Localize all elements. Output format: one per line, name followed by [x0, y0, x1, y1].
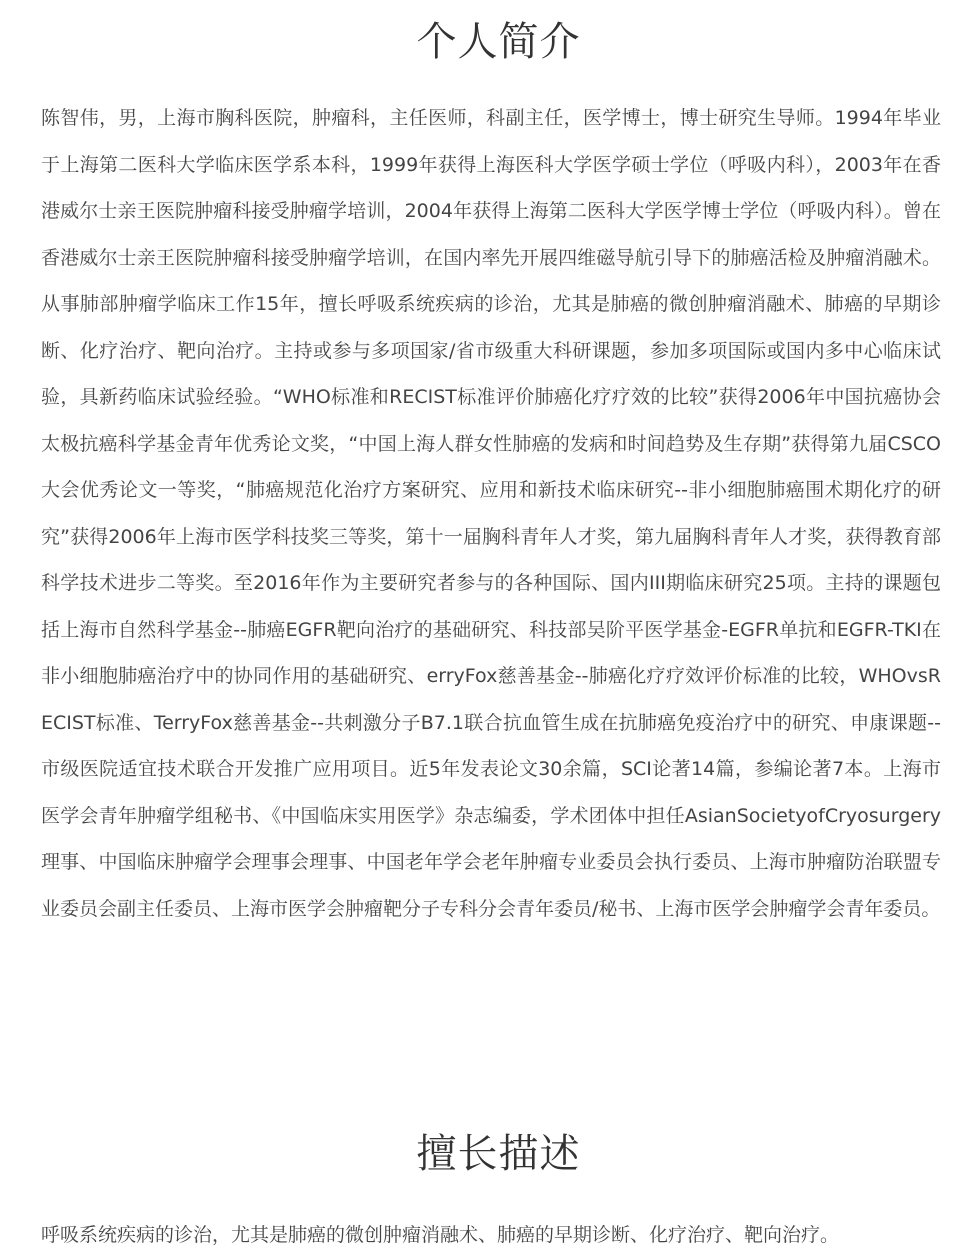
- profile-heading: 个人简介: [416, 19, 581, 65]
- expertise-section: [41, 1130, 941, 1258]
- profile-section: [41, 0, 941, 932]
- expertise-heading: 擅长描述: [416, 1131, 581, 1177]
- profile-body-text: 陈智伟，男，上海市胸科医院，肿瘤科，主任医师，科副主任，医学博士，博士研究生导师。1994年毕业于上海第二医科大学临床医学系本科，1999年获得上海医科大学医学硕士学位（呼吸内科），2003年在香港威尔士亲王医院肿瘤科接受肿瘤学培训，2004年获得上海第二医科大学医学博士学位（呼吸内科）。曾在香港威尔士亲王医院肿瘤科接受肿瘤学培训，在国内率先开展四维磁导航引导下的肺癌活检及肿瘤消融术。从事肺部肿瘤学临床工作15年，擅长呼吸系统疾病的诊治，尤其是肺癌的微创肿瘤消融术、肺癌的早期诊断、化疗治疗、靶向治疗。主持或参与多项国家/省市级重大科研课题，参加多项国际或国内多中心临床试验，具新药临床试验经验。“WHO标准和RECIST标准评价肺癌化疗疗效的比较”获得2006年中国抗癌协会太极抗癌科学基金青年优秀论文奖，“中国上海人群女性肺癌的发病和时间趋势及生存期”获得第九届CSCO大会优秀论文一等奖，“肺癌规范化治疗方案研究、应用和新技术临床研究--非小细胞肺癌围术期化疗的研究”获得2006年上海市医学科技奖三等奖，第十一届胸科青年人才奖，第九届胸科青年人才奖，获得教育部科学技术进步二等奖。至2016年作为主要研究者参与的各种国际、国内III期临床研究25项。主持的课题包括上海市自然科学基金--肺癌EGFR靶向治疗的基础研究、科技部吴阶平医学基金-EGFR单抗和EGFR-TKI在非小细胞肺癌治疗中的协同作用的基础研究、erryFox慈善基金--肺癌化疗疗效评价标准的比较，WHOvsRECIST标准、TerryFox慈善基金--共刺激分子B7.1联合抗血管生成在抗肺癌免疫治疗中的研究、申康课题--市级医院适宜技术联合开发推广应用项目。近5年发表论文30余篇，SCI论著14篇，参编论著7本。上海市医学会青年肿瘤学组秘书、《中国临床实用医学》杂志编委，学术团体中担任AsianSocietyofCryosurgery理事、中国临床肿瘤学会理事会理事、中国老年学会老年肿瘤专业委员会执行委员、上海市肿瘤防治联盟专业委员会副主任委员、上海市医学会肿瘤靶分子专科分会青年委员/秘书、上海市医学会肿瘤学会青年委员。: [41, 107, 941, 920]
- expertise-body-text: 呼吸系统疾病的诊治，尤其是肺癌的微创肿瘤消融术、肺癌的早期诊断、化疗治疗、靶向治疗。: [41, 1224, 840, 1246]
